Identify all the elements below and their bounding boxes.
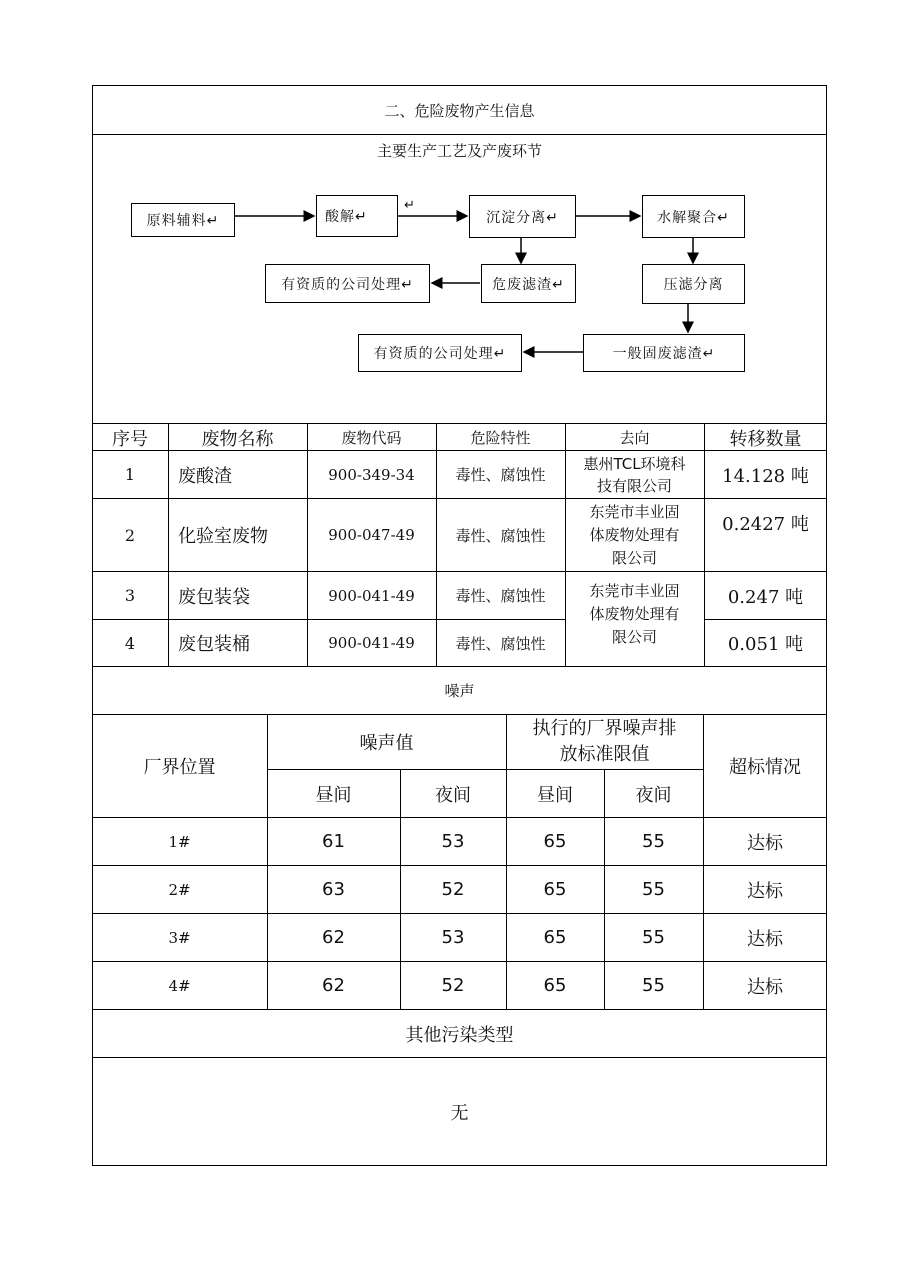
waste-cell-no: 3 xyxy=(124,586,136,605)
noise-header-position: 厂界位置 xyxy=(143,757,216,778)
noise-header-standard: 执行的厂界噪声排 放标准限值 xyxy=(532,718,677,765)
noise-cell-std-night: 55 xyxy=(642,927,665,948)
waste-cell-hazard: 毒性、腐蚀性 xyxy=(455,526,546,545)
node-press-filter: 压滤分离 xyxy=(642,264,745,304)
node-general-residue: 一般固废滤渣↵ xyxy=(583,334,745,372)
noise-cell-day: 63 xyxy=(322,879,345,900)
noise-cell-std-day: 65 xyxy=(543,831,567,852)
noise-cell-status: 达标 xyxy=(747,928,783,950)
waste-cell-name: 废酸渣 xyxy=(178,465,232,487)
waste-cell-code: 900-349-34 xyxy=(328,465,415,484)
noise-cell-status: 达标 xyxy=(747,880,783,902)
node-company-2: 有资质的公司处理↵ xyxy=(358,334,522,372)
node-hazard-residue: 危废滤渣↵ xyxy=(481,264,576,303)
waste-cell-qty: 0.051 吨 xyxy=(727,634,804,655)
waste-cell-hazard: 毒性、腐蚀性 xyxy=(455,587,546,605)
noise-cell-std-day: 65 xyxy=(543,975,567,996)
waste-header-hazard: 危险特性 xyxy=(470,429,531,447)
waste-cell-qty: 14.128 吨 xyxy=(722,465,809,487)
node-hydrolysis: 水解聚合↵ xyxy=(642,195,745,238)
noise-cell-night: 53 xyxy=(441,927,465,948)
other-title: 其他污染类型 xyxy=(405,1024,514,1046)
waste-header-dest: 去向 xyxy=(619,429,650,447)
waste-cell-qty: 0.2427 吨 xyxy=(722,514,809,535)
waste-cell-name: 废包装桶 xyxy=(178,634,250,655)
noise-cell-std-day: 65 xyxy=(543,879,567,900)
waste-cell-no: 1 xyxy=(124,465,136,484)
noise-title: 噪声 xyxy=(444,682,475,700)
node-company-1: 有资质的公司处理↵ xyxy=(265,264,430,303)
noise-cell-pos: 1# xyxy=(168,832,191,851)
node-raw-material: 原料辅料↵ xyxy=(131,203,235,237)
waste-cell-hazard: 毒性、腐蚀性 xyxy=(455,466,546,484)
noise-cell-day: 62 xyxy=(322,975,345,996)
waste-cell-dest: 东莞市丰业固 体废物处理有 限公司 xyxy=(589,502,680,567)
noise-cell-status: 达标 xyxy=(747,832,783,854)
noise-cell-status: 达标 xyxy=(747,976,783,998)
noise-header-night: 夜间 xyxy=(435,784,471,806)
noise-cell-pos: 2# xyxy=(168,880,191,899)
other-value: 无 xyxy=(450,1102,469,1124)
waste-cell-name: 废包装袋 xyxy=(178,586,250,608)
noise-header-exceed: 超标情况 xyxy=(729,757,801,778)
noise-cell-std-night: 55 xyxy=(642,831,665,852)
waste-cell-code: 900-047-49 xyxy=(328,526,415,544)
node-settle-separate: 沉淀分离↵ xyxy=(469,195,576,238)
noise-cell-night: 52 xyxy=(441,975,465,996)
noise-header-std-day: 昼间 xyxy=(537,784,573,806)
noise-cell-pos: 4# xyxy=(168,976,191,995)
waste-cell-no: 4 xyxy=(124,633,136,653)
noise-header-day: 昼间 xyxy=(315,784,352,806)
waste-cell-dest: 惠州TCL环境科 技有限公司 xyxy=(583,454,686,495)
waste-cell-name: 化验室废物 xyxy=(178,526,268,547)
waste-cell-hazard: 毒性、腐蚀性 xyxy=(455,634,546,653)
noise-cell-night: 52 xyxy=(441,879,465,900)
noise-cell-std-night: 55 xyxy=(642,975,665,996)
noise-header-std-night: 夜间 xyxy=(635,784,672,806)
waste-cell-no: 2 xyxy=(124,525,136,545)
noise-cell-day: 62 xyxy=(322,927,345,948)
waste-header-code: 废物代码 xyxy=(341,429,402,447)
waste-cell-qty: 0.247 吨 xyxy=(727,586,804,608)
waste-cell-code: 900-041-49 xyxy=(328,634,415,652)
noise-cell-day: 61 xyxy=(322,831,345,852)
waste-header-no: 序号 xyxy=(112,428,148,450)
section-title: 二、危险废物产生信息 xyxy=(384,101,535,120)
node-acid-dissolution: 酸解↵ xyxy=(316,195,398,237)
waste-header-name: 废物名称 xyxy=(201,428,274,450)
waste-cell-code: 900-041-49 xyxy=(328,586,415,605)
noise-header-value: 噪声值 xyxy=(359,733,414,754)
noise-cell-pos: 3# xyxy=(168,928,191,947)
noise-cell-std-day: 65 xyxy=(543,927,567,948)
waste-header-qty: 转移数量 xyxy=(729,428,802,450)
noise-cell-std-night: 55 xyxy=(642,879,665,900)
noise-cell-night: 53 xyxy=(441,831,465,852)
waste-cell-dest-merged: 东莞市丰业固 体废物处理有 限公司 xyxy=(589,581,680,646)
flow-mark: ↵ xyxy=(404,198,415,213)
process-heading: 主要生产工艺及产废环节 xyxy=(376,141,542,160)
